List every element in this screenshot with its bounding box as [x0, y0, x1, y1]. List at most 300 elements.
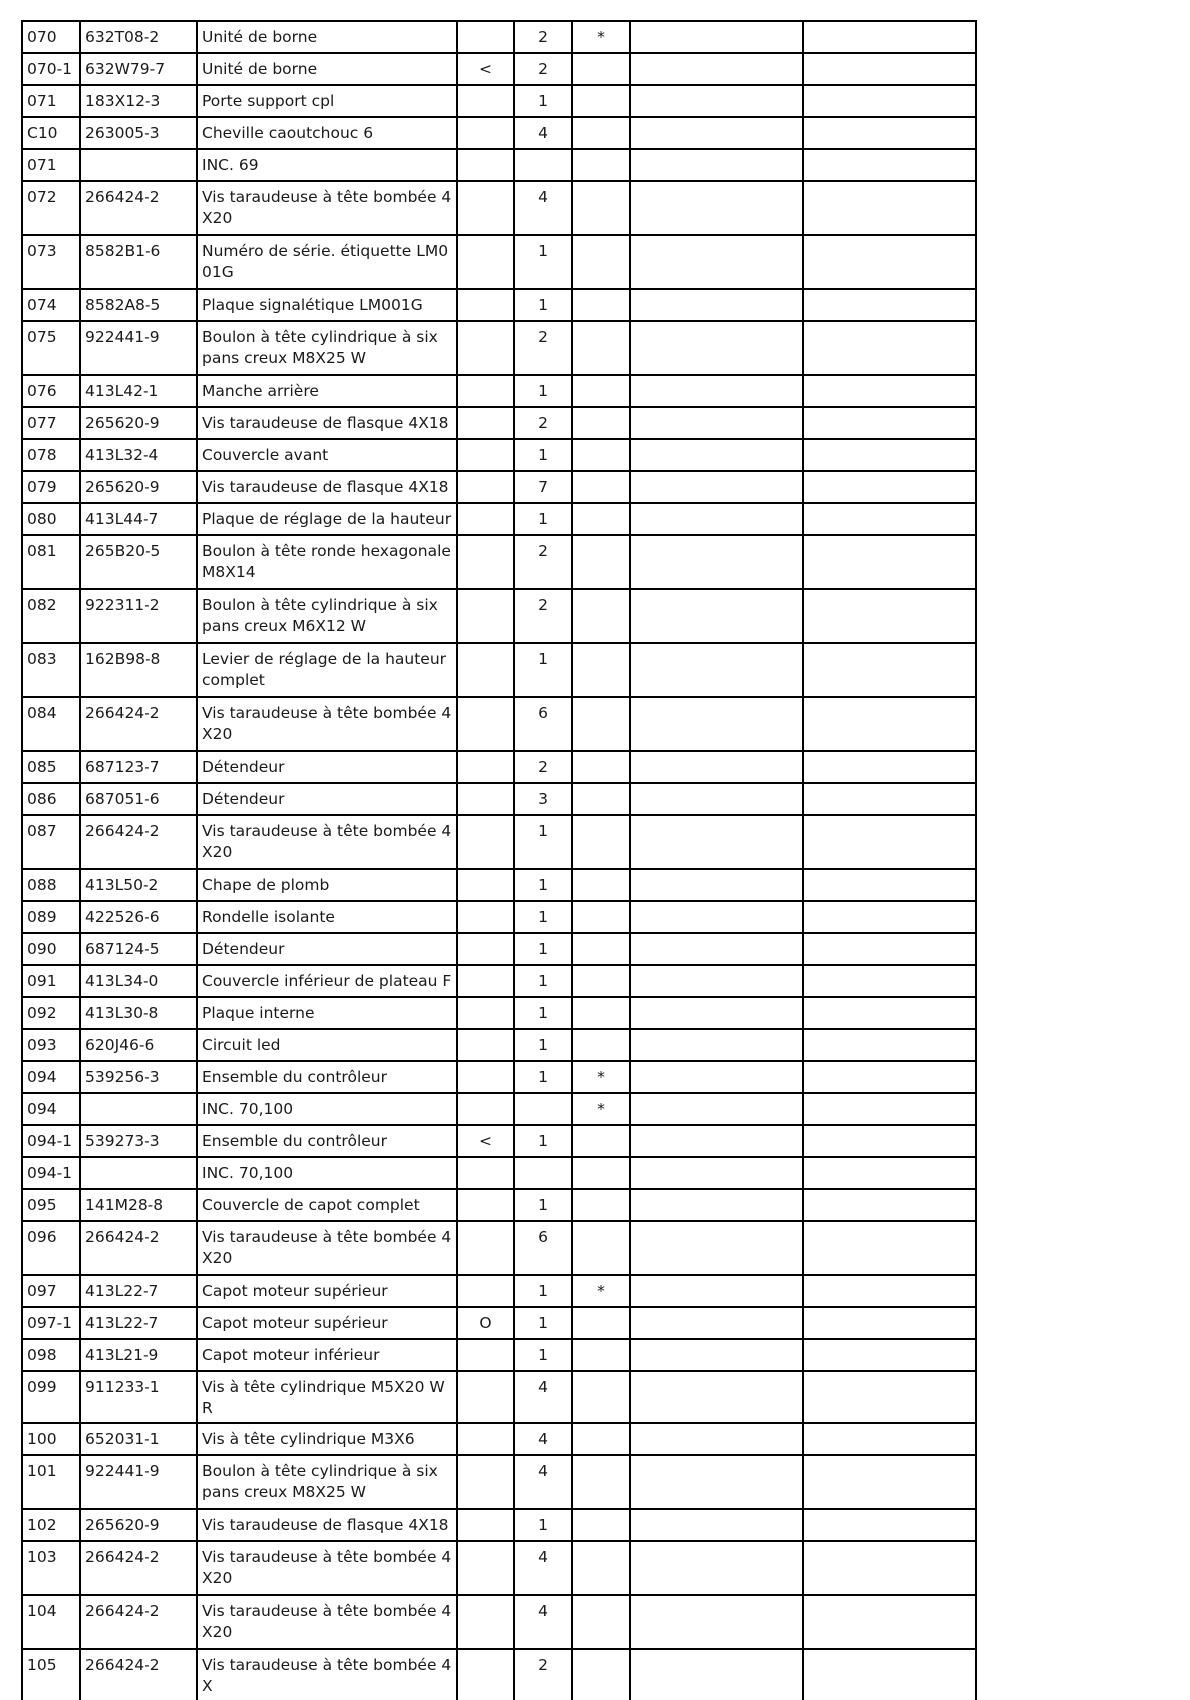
part-number-cell: 265620-9	[80, 471, 197, 503]
note-cell	[572, 1125, 630, 1157]
description-cell: INC. 70,100	[197, 1157, 457, 1189]
empty-cell	[803, 1423, 976, 1455]
part-number-cell: 266424-2	[80, 815, 197, 869]
mark-cell	[457, 589, 514, 643]
table-row	[22, 53, 976, 85]
part-number-cell: 539273-3	[80, 1125, 197, 1157]
empty-cell	[803, 321, 976, 375]
empty-cell	[630, 1423, 803, 1455]
note-cell	[572, 53, 630, 85]
description-cell: Unité de borne	[197, 21, 457, 53]
mark-cell	[457, 503, 514, 535]
item-number-cell: 105	[22, 1649, 80, 1700]
item-number-cell: 084	[22, 697, 80, 751]
mark-cell	[457, 85, 514, 117]
item-number-cell: 085	[22, 751, 80, 783]
item-number-cell: 094-1	[22, 1157, 80, 1189]
empty-cell	[630, 965, 803, 997]
quantity-cell: 1	[514, 1509, 572, 1541]
empty-cell	[630, 321, 803, 375]
description-cell: Vis taraudeuse de flasque 4X18	[197, 1509, 457, 1541]
empty-cell	[803, 117, 976, 149]
empty-cell	[630, 869, 803, 901]
quantity-cell	[514, 1093, 572, 1125]
item-number-cell: 076	[22, 375, 80, 407]
part-number-cell: 413L50-2	[80, 869, 197, 901]
empty-cell	[630, 783, 803, 815]
quantity-cell: 1	[514, 289, 572, 321]
empty-cell	[630, 375, 803, 407]
mark-cell	[457, 235, 514, 289]
empty-cell	[803, 535, 976, 589]
description-cell: Ensemble du contrôleur	[197, 1125, 457, 1157]
table-row	[22, 997, 976, 1029]
empty-cell	[803, 1189, 976, 1221]
mark-cell	[457, 321, 514, 375]
quantity-cell: 4	[514, 1595, 572, 1649]
part-number-cell: 922441-9	[80, 1455, 197, 1509]
mark-cell	[457, 1455, 514, 1509]
mark-cell	[457, 1189, 514, 1221]
part-number-cell: 266424-2	[80, 1221, 197, 1275]
note-cell: *	[572, 21, 630, 53]
table-row	[22, 1275, 976, 1307]
quantity-cell: 4	[514, 1455, 572, 1509]
quantity-cell: 2	[514, 535, 572, 589]
quantity-cell: 1	[514, 439, 572, 471]
mark-cell: <	[457, 1125, 514, 1157]
note-cell	[572, 1649, 630, 1700]
empty-cell	[630, 901, 803, 933]
item-number-cell: 101	[22, 1455, 80, 1509]
note-cell	[572, 181, 630, 235]
mark-cell	[457, 471, 514, 503]
part-number-cell: 539256-3	[80, 1061, 197, 1093]
empty-cell	[803, 1221, 976, 1275]
empty-cell	[630, 1649, 803, 1700]
empty-cell	[803, 965, 976, 997]
quantity-cell: 1	[514, 1275, 572, 1307]
part-number-cell: 911233-1	[80, 1371, 197, 1423]
item-number-cell: 078	[22, 439, 80, 471]
mark-cell	[457, 1221, 514, 1275]
note-cell	[572, 1189, 630, 1221]
quantity-cell: 1	[514, 1307, 572, 1339]
item-number-cell: 081	[22, 535, 80, 589]
quantity-cell: 4	[514, 1423, 572, 1455]
description-cell: Plaque interne	[197, 997, 457, 1029]
item-number-cell: 073	[22, 235, 80, 289]
empty-cell	[630, 933, 803, 965]
quantity-cell: 1	[514, 1125, 572, 1157]
quantity-cell: 1	[514, 901, 572, 933]
table-row	[22, 783, 976, 815]
item-number-cell: 087	[22, 815, 80, 869]
mark-cell	[457, 1595, 514, 1649]
mark-cell	[457, 1371, 514, 1423]
part-number-cell: 413L22-7	[80, 1275, 197, 1307]
mark-cell	[457, 1093, 514, 1125]
quantity-cell: 2	[514, 1649, 572, 1700]
mark-cell	[457, 375, 514, 407]
part-number-cell: 413L22-7	[80, 1307, 197, 1339]
empty-cell	[803, 407, 976, 439]
table-row	[22, 1157, 976, 1189]
empty-cell	[630, 1221, 803, 1275]
empty-cell	[803, 1029, 976, 1061]
description-cell: Ensemble du contrôleur	[197, 1061, 457, 1093]
empty-cell	[803, 997, 976, 1029]
item-number-cell: 082	[22, 589, 80, 643]
note-cell	[572, 85, 630, 117]
quantity-cell: 1	[514, 1189, 572, 1221]
empty-cell	[630, 21, 803, 53]
item-number-cell: 079	[22, 471, 80, 503]
table-row	[22, 643, 976, 697]
mark-cell	[457, 1029, 514, 1061]
table-row	[22, 1455, 976, 1509]
description-cell: Détendeur	[197, 783, 457, 815]
empty-cell	[630, 439, 803, 471]
mark-cell	[457, 697, 514, 751]
note-cell	[572, 149, 630, 181]
description-cell: Porte support cpl	[197, 85, 457, 117]
empty-cell	[803, 751, 976, 783]
empty-cell	[803, 589, 976, 643]
description-cell: Couvercle de capot complet	[197, 1189, 457, 1221]
part-number-cell: 266424-2	[80, 181, 197, 235]
empty-cell	[630, 589, 803, 643]
item-number-cell: 094	[22, 1093, 80, 1125]
description-cell: Capot moteur inférieur	[197, 1339, 457, 1371]
empty-cell	[803, 933, 976, 965]
empty-cell	[630, 1061, 803, 1093]
quantity-cell: 1	[514, 869, 572, 901]
empty-cell	[630, 503, 803, 535]
table-row	[22, 503, 976, 535]
part-number-cell: 687051-6	[80, 783, 197, 815]
part-number-cell: 413L30-8	[80, 997, 197, 1029]
parts-table	[21, 20, 977, 1700]
table-row	[22, 149, 976, 181]
empty-cell	[630, 997, 803, 1029]
empty-cell	[630, 1455, 803, 1509]
item-number-cell: 091	[22, 965, 80, 997]
table-row	[22, 21, 976, 53]
note-cell	[572, 965, 630, 997]
item-number-cell: 071	[22, 85, 80, 117]
note-cell	[572, 1371, 630, 1423]
item-number-cell: 070-1	[22, 53, 80, 85]
quantity-cell: 1	[514, 375, 572, 407]
empty-cell	[630, 1157, 803, 1189]
note-cell	[572, 535, 630, 589]
empty-cell	[630, 535, 803, 589]
quantity-cell: 1	[514, 235, 572, 289]
part-number-cell: 162B98-8	[80, 643, 197, 697]
note-cell	[572, 235, 630, 289]
description-cell: Manche arrière	[197, 375, 457, 407]
empty-cell	[803, 235, 976, 289]
empty-cell	[803, 375, 976, 407]
empty-cell	[803, 289, 976, 321]
part-number-cell: 266424-2	[80, 1595, 197, 1649]
note-cell	[572, 1339, 630, 1371]
mark-cell	[457, 117, 514, 149]
part-number-cell: 8582B1-6	[80, 235, 197, 289]
empty-cell	[630, 289, 803, 321]
description-cell: Vis taraudeuse de flasque 4X18	[197, 471, 457, 503]
mark-cell: <	[457, 53, 514, 85]
empty-cell	[803, 869, 976, 901]
empty-cell	[803, 1595, 976, 1649]
item-number-cell: 090	[22, 933, 80, 965]
part-number-cell: 265620-9	[80, 1509, 197, 1541]
empty-cell	[630, 1595, 803, 1649]
empty-cell	[803, 1649, 976, 1700]
item-number-cell: 097-1	[22, 1307, 80, 1339]
table-row	[22, 1307, 976, 1339]
mark-cell	[457, 181, 514, 235]
description-cell: Vis à tête cylindrique M3X6	[197, 1423, 457, 1455]
note-cell	[572, 933, 630, 965]
part-number-cell: 413L32-4	[80, 439, 197, 471]
item-number-cell: 096	[22, 1221, 80, 1275]
empty-cell	[630, 1307, 803, 1339]
empty-cell	[630, 1093, 803, 1125]
empty-cell	[630, 1125, 803, 1157]
empty-cell	[630, 407, 803, 439]
quantity-cell	[514, 149, 572, 181]
empty-cell	[803, 1455, 976, 1509]
quantity-cell: 1	[514, 1339, 572, 1371]
note-cell	[572, 1157, 630, 1189]
mark-cell	[457, 815, 514, 869]
part-number-cell	[80, 1093, 197, 1125]
description-cell: Boulon à tête ronde hexagonale M8X14	[197, 535, 457, 589]
item-number-cell: 103	[22, 1541, 80, 1595]
empty-cell	[803, 901, 976, 933]
note-cell	[572, 117, 630, 149]
empty-cell	[803, 1307, 976, 1339]
table-row	[22, 117, 976, 149]
mark-cell	[457, 439, 514, 471]
item-number-cell: 086	[22, 783, 80, 815]
note-cell	[572, 1221, 630, 1275]
empty-cell	[803, 149, 976, 181]
table-row	[22, 535, 976, 589]
item-number-cell: 097	[22, 1275, 80, 1307]
description-cell: Capot moteur supérieur	[197, 1307, 457, 1339]
note-cell	[572, 869, 630, 901]
empty-cell	[803, 1093, 976, 1125]
table-row	[22, 901, 976, 933]
item-number-cell: 104	[22, 1595, 80, 1649]
description-cell: Plaque de réglage de la hauteur	[197, 503, 457, 535]
empty-cell	[803, 1371, 976, 1423]
parts-table-body	[22, 21, 976, 1700]
description-cell: Couvercle avant	[197, 439, 457, 471]
mark-cell	[457, 783, 514, 815]
part-number-cell	[80, 1157, 197, 1189]
mark-cell	[457, 21, 514, 53]
part-number-cell: 632T08-2	[80, 21, 197, 53]
note-cell	[572, 375, 630, 407]
quantity-cell: 2	[514, 407, 572, 439]
mark-cell	[457, 1339, 514, 1371]
description-cell: Cheville caoutchouc 6	[197, 117, 457, 149]
mark-cell	[457, 643, 514, 697]
mark-cell	[457, 901, 514, 933]
table-row	[22, 1125, 976, 1157]
description-cell: Plaque signalétique LM001G	[197, 289, 457, 321]
description-cell: Vis taraudeuse à tête bombée 4X20	[197, 181, 457, 235]
note-cell	[572, 407, 630, 439]
mark-cell	[457, 149, 514, 181]
description-cell: Vis taraudeuse à tête bombée 4X20	[197, 1221, 457, 1275]
empty-cell	[803, 503, 976, 535]
quantity-cell: 1	[514, 503, 572, 535]
description-cell: Boulon à tête cylindrique à six pans creux M6X12 W	[197, 589, 457, 643]
empty-cell	[630, 751, 803, 783]
empty-cell	[803, 1125, 976, 1157]
item-number-cell: 074	[22, 289, 80, 321]
mark-cell	[457, 1061, 514, 1093]
empty-cell	[630, 1189, 803, 1221]
quantity-cell: 4	[514, 1371, 572, 1423]
description-cell: Détendeur	[197, 751, 457, 783]
mark-cell	[457, 535, 514, 589]
table-row	[22, 1093, 976, 1125]
empty-cell	[630, 1371, 803, 1423]
quantity-cell: 7	[514, 471, 572, 503]
part-number-cell: 266424-2	[80, 697, 197, 751]
table-row	[22, 1541, 976, 1595]
empty-cell	[803, 21, 976, 53]
note-cell	[572, 1455, 630, 1509]
empty-cell	[630, 643, 803, 697]
empty-cell	[803, 181, 976, 235]
description-cell: Chape de plomb	[197, 869, 457, 901]
note-cell	[572, 1595, 630, 1649]
empty-cell	[630, 1275, 803, 1307]
empty-cell	[803, 471, 976, 503]
table-row	[22, 589, 976, 643]
table-row	[22, 1221, 976, 1275]
empty-cell	[803, 53, 976, 85]
item-number-cell: 072	[22, 181, 80, 235]
description-cell: Capot moteur supérieur	[197, 1275, 457, 1307]
part-number-cell: 8582A8-5	[80, 289, 197, 321]
table-row	[22, 1029, 976, 1061]
note-cell	[572, 1509, 630, 1541]
table-row	[22, 1061, 976, 1093]
note-cell	[572, 697, 630, 751]
quantity-cell: 3	[514, 783, 572, 815]
part-number-cell: 652031-1	[80, 1423, 197, 1455]
note-cell: *	[572, 1275, 630, 1307]
quantity-cell: 1	[514, 815, 572, 869]
mark-cell	[457, 1649, 514, 1700]
item-number-cell: C10	[22, 117, 80, 149]
empty-cell	[630, 1509, 803, 1541]
table-row	[22, 1371, 976, 1423]
empty-cell	[803, 1541, 976, 1595]
note-cell	[572, 321, 630, 375]
table-row	[22, 407, 976, 439]
part-number-cell: 687123-7	[80, 751, 197, 783]
part-number-cell: 413L34-0	[80, 965, 197, 997]
table-row	[22, 933, 976, 965]
quantity-cell: 2	[514, 751, 572, 783]
item-number-cell: 093	[22, 1029, 80, 1061]
part-number-cell: 620J46-6	[80, 1029, 197, 1061]
description-cell: Couvercle inférieur de plateau F	[197, 965, 457, 997]
empty-cell	[630, 1029, 803, 1061]
item-number-cell: 071	[22, 149, 80, 181]
quantity-cell: 1	[514, 643, 572, 697]
mark-cell: O	[457, 1307, 514, 1339]
quantity-cell: 2	[514, 53, 572, 85]
table-row	[22, 439, 976, 471]
mark-cell	[457, 1423, 514, 1455]
empty-cell	[630, 1339, 803, 1371]
quantity-cell: 1	[514, 85, 572, 117]
part-number-cell: 413L44-7	[80, 503, 197, 535]
part-number-cell: 141M28-8	[80, 1189, 197, 1221]
part-number-cell: 413L21-9	[80, 1339, 197, 1371]
table-row	[22, 1509, 976, 1541]
note-cell	[572, 503, 630, 535]
quantity-cell	[514, 1157, 572, 1189]
note-cell	[572, 815, 630, 869]
description-cell: Circuit led	[197, 1029, 457, 1061]
table-row	[22, 751, 976, 783]
empty-cell	[630, 181, 803, 235]
empty-cell	[630, 697, 803, 751]
table-row	[22, 289, 976, 321]
table-row	[22, 1339, 976, 1371]
table-row	[22, 375, 976, 407]
table-row	[22, 697, 976, 751]
item-number-cell: 077	[22, 407, 80, 439]
mark-cell	[457, 1509, 514, 1541]
note-cell	[572, 289, 630, 321]
mark-cell	[457, 289, 514, 321]
description-cell: Vis taraudeuse à tête bombée 4X	[197, 1649, 457, 1700]
description-cell: Vis taraudeuse à tête bombée 4X20	[197, 1541, 457, 1595]
empty-cell	[630, 117, 803, 149]
table-row	[22, 235, 976, 289]
item-number-cell: 075	[22, 321, 80, 375]
item-number-cell: 099	[22, 1371, 80, 1423]
part-number-cell: 266424-2	[80, 1541, 197, 1595]
table-row	[22, 1423, 976, 1455]
quantity-cell: 1	[514, 965, 572, 997]
part-number-cell: 183X12-3	[80, 85, 197, 117]
description-cell: Boulon à tête cylindrique à six pans creux M8X25 W	[197, 1455, 457, 1509]
table-row	[22, 471, 976, 503]
description-cell: Boulon à tête cylindrique à six pans creux M8X25 W	[197, 321, 457, 375]
item-number-cell: 100	[22, 1423, 80, 1455]
table-row	[22, 965, 976, 997]
mark-cell	[457, 997, 514, 1029]
item-number-cell: 102	[22, 1509, 80, 1541]
table-row	[22, 181, 976, 235]
item-number-cell: 098	[22, 1339, 80, 1371]
empty-cell	[803, 1339, 976, 1371]
description-cell: Vis taraudeuse à tête bombée 4X20	[197, 1595, 457, 1649]
